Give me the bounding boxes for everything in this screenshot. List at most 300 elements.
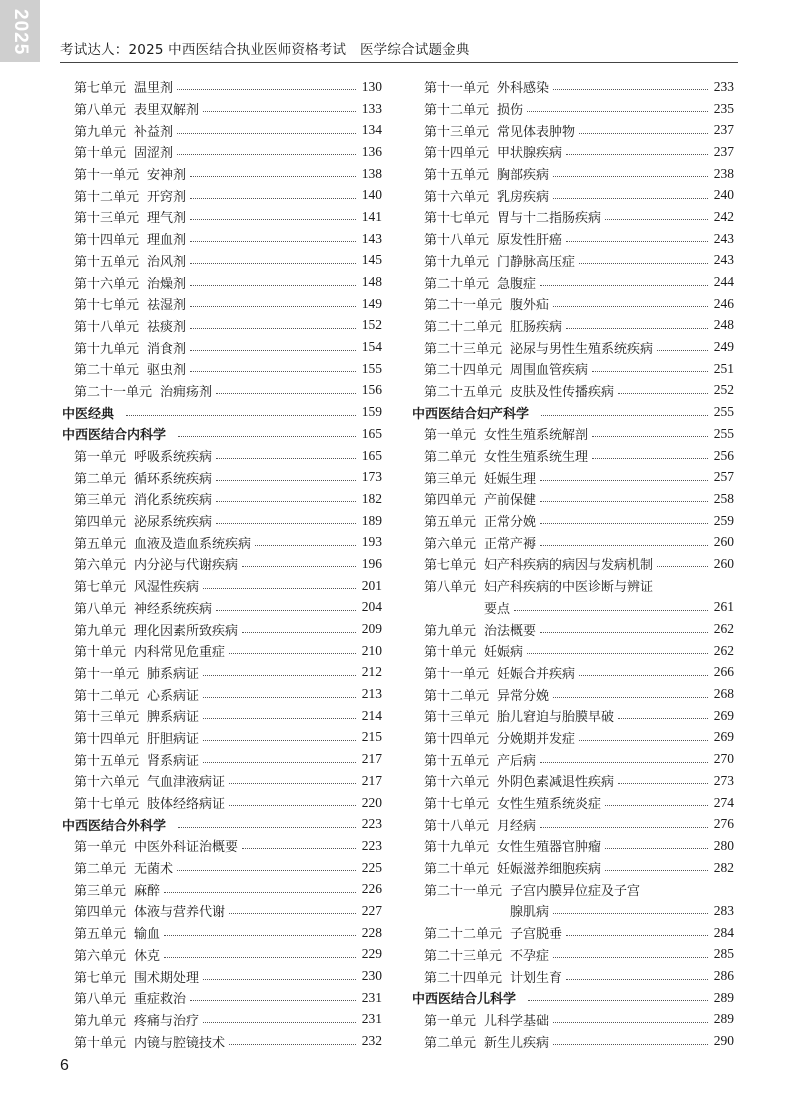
entry-title: 消食剂 (147, 341, 187, 357)
toc-entry[interactable] (62, 792, 382, 814)
toc-entry[interactable] (62, 1030, 382, 1052)
toc-section[interactable] (412, 987, 734, 1009)
unit-label: 第九单元 (424, 623, 477, 639)
page-number: 6 (60, 1057, 69, 1074)
dot-leader (605, 805, 708, 806)
toc-entry[interactable] (412, 835, 734, 857)
page-number-ref: 237 (713, 143, 734, 159)
unit-label: 第二单元 (74, 862, 127, 878)
toc-entry[interactable] (62, 662, 382, 684)
toc-entry[interactable] (62, 770, 382, 792)
toc-entry[interactable] (412, 705, 734, 727)
page-number-ref: 242 (713, 208, 734, 224)
unit-label: 第三单元 (424, 471, 477, 487)
dot-leader (553, 89, 708, 90)
toc-entry[interactable] (62, 76, 382, 98)
dot-leader (216, 501, 356, 502)
page-number-ref: 130 (361, 78, 382, 94)
toc-left-column (62, 76, 382, 1052)
toc-entry[interactable] (412, 445, 734, 467)
unit-label: 第十四单元 (74, 233, 140, 249)
page-number-ref: 230 (361, 968, 382, 984)
page-number-ref: 217 (361, 772, 382, 788)
page-number-ref: 189 (361, 512, 382, 528)
entry-title: 女性生殖系统炎症 (497, 797, 602, 813)
page-number-ref: 244 (713, 274, 734, 290)
unit-label: 第十五单元 (424, 753, 490, 769)
entry-title: 驱虫剂 (147, 363, 187, 379)
toc-entry[interactable] (62, 965, 382, 987)
page-number-ref: 213 (361, 686, 382, 702)
toc-entry[interactable] (412, 575, 734, 618)
entry-title: 妇产科疾病的中医诊断与辨证 (484, 580, 654, 596)
toc-entry[interactable] (62, 228, 382, 250)
unit-label: 第十八单元 (424, 233, 490, 249)
toc-entry[interactable] (62, 878, 382, 900)
unit-label: 第十三单元 (74, 710, 140, 726)
entry-title: 门静脉高压症 (497, 254, 576, 270)
entry-title: 气血津液病证 (147, 775, 226, 791)
unit-label: 第二十一单元 (424, 298, 503, 314)
toc-entry[interactable] (62, 119, 382, 141)
unit-label: 第一单元 (74, 450, 127, 466)
unit-label: 第十七单元 (74, 298, 140, 314)
page-number-ref: 152 (361, 317, 382, 333)
dot-leader (255, 545, 356, 546)
page-number-ref: 252 (713, 382, 734, 398)
toc-entry[interactable] (62, 597, 382, 619)
dot-leader (579, 740, 708, 741)
toc-entry[interactable] (412, 618, 734, 640)
section-title: 中医经典 (62, 406, 115, 422)
page-number-ref: 159 (361, 404, 382, 420)
entry-title: 妊娠生理 (484, 471, 537, 487)
unit-label: 第七单元 (74, 580, 127, 596)
page-number-ref: 154 (361, 339, 382, 355)
page-number-ref: 134 (361, 122, 382, 138)
dot-leader (190, 350, 356, 351)
toc-entry[interactable] (62, 857, 382, 879)
entry-title: 肺系病证 (147, 666, 200, 682)
entry-title: 肢体经络病证 (147, 797, 226, 813)
page-number-ref: 258 (713, 490, 734, 506)
unit-label: 第十单元 (74, 146, 127, 162)
unit-label: 第六单元 (424, 536, 477, 552)
dot-leader (540, 285, 708, 286)
page-number-ref: 259 (713, 512, 734, 528)
entry-title: 疼痛与治疗 (134, 1013, 200, 1029)
toc-entry[interactable] (62, 315, 382, 337)
section-title: 中西医结合外科学 (62, 818, 167, 834)
dot-leader (553, 306, 708, 307)
page-number-ref: 243 (713, 252, 734, 268)
entry-title: 不孕症 (510, 948, 550, 964)
page-number-ref: 141 (361, 208, 382, 224)
dot-leader (540, 632, 708, 633)
entry-title: 理气剂 (147, 211, 187, 227)
entry-title: 儿科学基础 (484, 1013, 550, 1029)
toc-entry[interactable] (412, 206, 734, 228)
dot-leader (164, 892, 356, 893)
unit-label: 第十五单元 (74, 254, 140, 270)
toc-entry[interactable] (62, 727, 382, 749)
page-number-ref: 133 (361, 100, 382, 116)
toc-entry[interactable] (412, 488, 734, 510)
toc-entry[interactable] (412, 813, 734, 835)
page-number-ref: 274 (713, 794, 734, 810)
dot-leader (553, 1022, 708, 1023)
unit-label: 第十三单元 (424, 710, 490, 726)
toc-entry[interactable] (412, 857, 734, 879)
page-number-ref: 140 (361, 187, 382, 203)
entry-title: 呼吸系统疾病 (134, 450, 213, 466)
entry-title: 肛肠疾病 (510, 319, 563, 335)
toc-entry[interactable] (412, 531, 734, 553)
toc-entry[interactable] (412, 336, 734, 358)
entry-title: 祛痰剂 (147, 319, 187, 335)
dot-leader (527, 111, 708, 112)
toc-entry[interactable] (62, 206, 382, 228)
toc-entry[interactable] (412, 770, 734, 792)
toc-entry[interactable] (62, 163, 382, 185)
dot-leader (190, 219, 356, 220)
dot-leader (592, 458, 708, 459)
toc-entry[interactable] (62, 466, 382, 488)
entry-title: 妊娠合并疾病 (497, 666, 576, 682)
page-number-ref: 285 (713, 946, 734, 962)
toc-entry[interactable] (412, 466, 734, 488)
page-number-ref: 237 (713, 122, 734, 138)
toc-entry[interactable] (412, 250, 734, 272)
dot-leader (164, 957, 356, 958)
toc-entry[interactable] (412, 163, 734, 185)
toc-entry[interactable] (412, 510, 734, 532)
entry-title: 麻醉 (134, 883, 161, 899)
toc-section[interactable] (412, 401, 734, 423)
page-number-ref: 246 (713, 295, 734, 311)
toc-entry[interactable] (62, 835, 382, 857)
unit-label: 第二十一单元 (74, 384, 153, 400)
page-number-ref: 262 (713, 621, 734, 637)
dot-leader (216, 610, 356, 611)
entry-title: 胃与十二指肠疾病 (497, 211, 602, 227)
entry-title: 异常分娩 (497, 688, 550, 704)
page-number-ref: 289 (713, 989, 734, 1005)
toc-entry[interactable] (62, 575, 382, 597)
unit-label: 第十单元 (74, 645, 127, 661)
toc-entry[interactable] (412, 423, 734, 445)
unit-label: 第十九单元 (424, 840, 490, 856)
toc-entry[interactable] (62, 98, 382, 120)
entry-title: 腹外疝 (510, 298, 550, 314)
page-number-ref: 269 (713, 707, 734, 723)
dot-leader (579, 133, 708, 134)
toc-entry[interactable] (412, 965, 734, 987)
unit-label: 第十六单元 (424, 189, 490, 205)
page-number-ref: 231 (361, 989, 382, 1005)
unit-label: 第五单元 (74, 536, 127, 552)
entry-title-cont: 要点 (484, 601, 511, 617)
unit-label: 第十一单元 (74, 666, 140, 682)
toc-entry[interactable] (62, 683, 382, 705)
section-title: 中西医结合妇产科学 (412, 406, 530, 422)
dot-leader (190, 371, 356, 372)
dot-leader (203, 718, 356, 719)
page-number-ref: 284 (713, 924, 734, 940)
toc-entry[interactable] (62, 141, 382, 163)
toc-entry[interactable] (62, 488, 382, 510)
dot-leader (190, 241, 356, 242)
page-number-ref: 229 (361, 946, 382, 962)
page-number-ref: 145 (361, 252, 382, 268)
entry-title: 消化系统疾病 (134, 493, 213, 509)
dot-leader (203, 762, 356, 763)
unit-label: 第一单元 (424, 428, 477, 444)
toc-entry[interactable] (62, 748, 382, 770)
entry-title: 体液与营养代谢 (134, 905, 226, 921)
entry-title: 皮肤及性传播疾病 (510, 384, 615, 400)
unit-label: 第十单元 (74, 1035, 127, 1051)
entry-title: 休克 (134, 948, 161, 964)
toc-entry[interactable] (412, 792, 734, 814)
toc-entry[interactable] (412, 878, 734, 921)
unit-label: 第十单元 (424, 645, 477, 661)
toc-entry[interactable] (62, 944, 382, 966)
toc-entry[interactable] (62, 293, 382, 315)
toc-entry[interactable] (412, 748, 734, 770)
page-number-ref: 233 (713, 78, 734, 94)
dot-leader (178, 436, 356, 437)
toc-entry[interactable] (412, 553, 734, 575)
dot-leader (229, 783, 356, 784)
unit-label: 第二十四单元 (424, 970, 503, 986)
side-tab-year: 2025 (10, 8, 31, 56)
unit-label: 第十九单元 (74, 341, 140, 357)
toc-entry[interactable] (62, 987, 382, 1009)
toc-entry[interactable] (412, 683, 734, 705)
entry-title: 原发性肝癌 (497, 233, 563, 249)
page-number-ref: 269 (713, 729, 734, 745)
unit-label: 第十三单元 (74, 211, 140, 227)
toc-entry[interactable] (62, 184, 382, 206)
page-number-ref: 268 (713, 686, 734, 702)
dot-leader (592, 436, 708, 437)
toc-entry[interactable] (412, 315, 734, 337)
dot-leader (216, 458, 356, 459)
toc-entry-line (412, 575, 734, 597)
dot-leader (177, 870, 356, 871)
dot-leader (592, 371, 708, 372)
toc-section[interactable] (62, 423, 382, 445)
dot-leader (514, 610, 708, 611)
dot-leader (540, 501, 708, 502)
unit-label: 第二十四单元 (424, 363, 503, 379)
unit-label: 第二十单元 (424, 862, 490, 878)
toc-entry[interactable] (62, 618, 382, 640)
entry-title: 胎儿窘迫与胎膜早破 (497, 710, 615, 726)
page-number-ref: 225 (361, 859, 382, 875)
unit-label: 第二十五单元 (424, 384, 503, 400)
unit-label: 第三单元 (74, 883, 127, 899)
toc-entry[interactable] (62, 900, 382, 922)
entry-title: 新生儿疾病 (484, 1035, 550, 1051)
entry-title: 围术期处理 (134, 970, 200, 986)
dot-leader (190, 306, 356, 307)
unit-label: 第一单元 (74, 840, 127, 856)
dot-leader (527, 653, 708, 654)
toc-entry[interactable] (62, 271, 382, 293)
toc-entry[interactable] (412, 293, 734, 315)
unit-label: 第十九单元 (424, 254, 490, 270)
unit-label: 第五单元 (424, 515, 477, 531)
toc-entry[interactable] (412, 271, 734, 293)
unit-label: 第十二单元 (424, 103, 490, 119)
toc-right-column (412, 76, 734, 1052)
unit-label: 第十二单元 (424, 688, 490, 704)
page-number-ref: 223 (361, 816, 382, 832)
unit-label: 第十一单元 (424, 81, 490, 97)
entry-title: 乳房疾病 (497, 189, 550, 205)
dot-leader (566, 154, 708, 155)
toc-entry[interactable] (62, 445, 382, 467)
page-number-ref: 149 (361, 295, 382, 311)
entry-title: 温里剂 (134, 81, 174, 97)
toc-entry[interactable] (412, 184, 734, 206)
entry-title: 治风剂 (147, 254, 187, 270)
page-number-ref: 227 (361, 902, 382, 918)
page-number-ref: 204 (361, 599, 382, 615)
toc-entry[interactable] (412, 944, 734, 966)
toc-entry[interactable] (412, 76, 734, 98)
toc-entry[interactable] (412, 380, 734, 402)
toc-entry[interactable] (412, 358, 734, 380)
toc-entry[interactable] (62, 705, 382, 727)
page-number-ref: 156 (361, 382, 382, 398)
toc-entry[interactable] (62, 640, 382, 662)
unit-label: 第九单元 (74, 124, 127, 140)
page-number-ref: 223 (361, 837, 382, 853)
entry-title: 理化因素所致疾病 (134, 623, 239, 639)
entry-title: 分娩期并发症 (497, 731, 576, 747)
unit-label: 第六单元 (74, 948, 127, 964)
page-number-ref: 255 (713, 404, 734, 420)
entry-title: 心系病证 (147, 688, 200, 704)
unit-label: 第十二单元 (74, 688, 140, 704)
entry-title: 周围血管疾病 (510, 363, 589, 379)
unit-label: 第二十二单元 (424, 927, 503, 943)
toc-entry[interactable] (62, 336, 382, 358)
toc-entry[interactable] (412, 1030, 734, 1052)
toc-entry[interactable] (412, 922, 734, 944)
dot-leader (553, 198, 708, 199)
entry-title: 重症救治 (134, 992, 187, 1008)
entry-title: 治燥剂 (147, 276, 187, 292)
unit-label: 第五单元 (74, 927, 127, 943)
entry-title: 循环系统疾病 (134, 471, 213, 487)
unit-label: 第十四单元 (424, 146, 490, 162)
dot-leader (553, 1044, 708, 1045)
page-number-ref: 214 (361, 707, 382, 723)
toc-entry[interactable] (412, 727, 734, 749)
dot-leader (190, 1000, 356, 1001)
dot-leader (203, 979, 356, 980)
page-number-ref: 196 (361, 555, 382, 571)
toc-entry[interactable] (62, 553, 382, 575)
dot-leader (553, 697, 708, 698)
toc-section[interactable] (62, 401, 382, 423)
unit-label: 第十七单元 (424, 211, 490, 227)
unit-label: 第四单元 (74, 905, 127, 921)
entry-title: 神经系统疾病 (134, 601, 213, 617)
unit-label: 第十五单元 (74, 753, 140, 769)
entry-title: 表里双解剂 (134, 103, 200, 119)
unit-label: 第十四单元 (424, 731, 490, 747)
entry-title: 祛湿剂 (147, 298, 187, 314)
toc-entry[interactable] (62, 531, 382, 553)
entry-title: 妊娠病 (484, 645, 524, 661)
dot-leader (190, 198, 356, 199)
dot-leader (605, 848, 708, 849)
page-number-ref: 173 (361, 469, 382, 485)
toc-entry[interactable] (412, 1009, 734, 1031)
toc-entry[interactable] (62, 358, 382, 380)
dot-leader (177, 133, 356, 134)
toc-entry[interactable] (412, 119, 734, 141)
unit-label: 第八单元 (74, 601, 127, 617)
page-number-ref: 165 (361, 425, 382, 441)
entry-title: 胸部疾病 (497, 168, 550, 184)
dot-leader (190, 263, 356, 264)
unit-label: 第二十三单元 (424, 341, 503, 357)
running-header: 考试达人：2025 中西医结合执业医师资格考试 医学综合试题金典 (60, 42, 470, 58)
dot-leader (229, 805, 356, 806)
dot-leader (216, 480, 356, 481)
dot-leader (203, 111, 356, 112)
dot-leader (566, 241, 708, 242)
toc-entry[interactable] (412, 98, 734, 120)
toc-entry[interactable] (412, 228, 734, 250)
toc-entry[interactable] (62, 510, 382, 532)
toc-section[interactable] (62, 813, 382, 835)
dot-leader (566, 935, 708, 936)
dot-leader (229, 1044, 356, 1045)
page-number-ref: 136 (361, 143, 382, 159)
unit-label: 第八单元 (424, 580, 477, 596)
entry-title-cont: 腺肌病 (510, 905, 550, 921)
side-tab (0, 0, 40, 62)
unit-label: 第三单元 (74, 493, 127, 509)
toc-entry[interactable] (62, 922, 382, 944)
dot-leader (242, 632, 356, 633)
dot-leader (657, 566, 708, 567)
page-number-ref: 232 (361, 1033, 382, 1049)
toc-entry-line (412, 878, 734, 900)
entry-title: 外阴色素减退性疾病 (497, 775, 615, 791)
toc-entry[interactable] (412, 640, 734, 662)
toc-entry[interactable] (412, 141, 734, 163)
toc-entry[interactable] (62, 1009, 382, 1031)
entry-title: 女性生殖系统解剖 (484, 428, 589, 444)
page-number-ref: 212 (361, 664, 382, 680)
dot-leader (553, 957, 708, 958)
page-number-ref: 261 (713, 599, 734, 615)
toc-entry[interactable] (412, 662, 734, 684)
entry-title: 损伤 (497, 103, 524, 119)
page-number-ref: 260 (713, 534, 734, 550)
toc-entry[interactable] (62, 380, 382, 402)
entry-title: 补益剂 (134, 124, 174, 140)
toc-entry[interactable] (62, 250, 382, 272)
